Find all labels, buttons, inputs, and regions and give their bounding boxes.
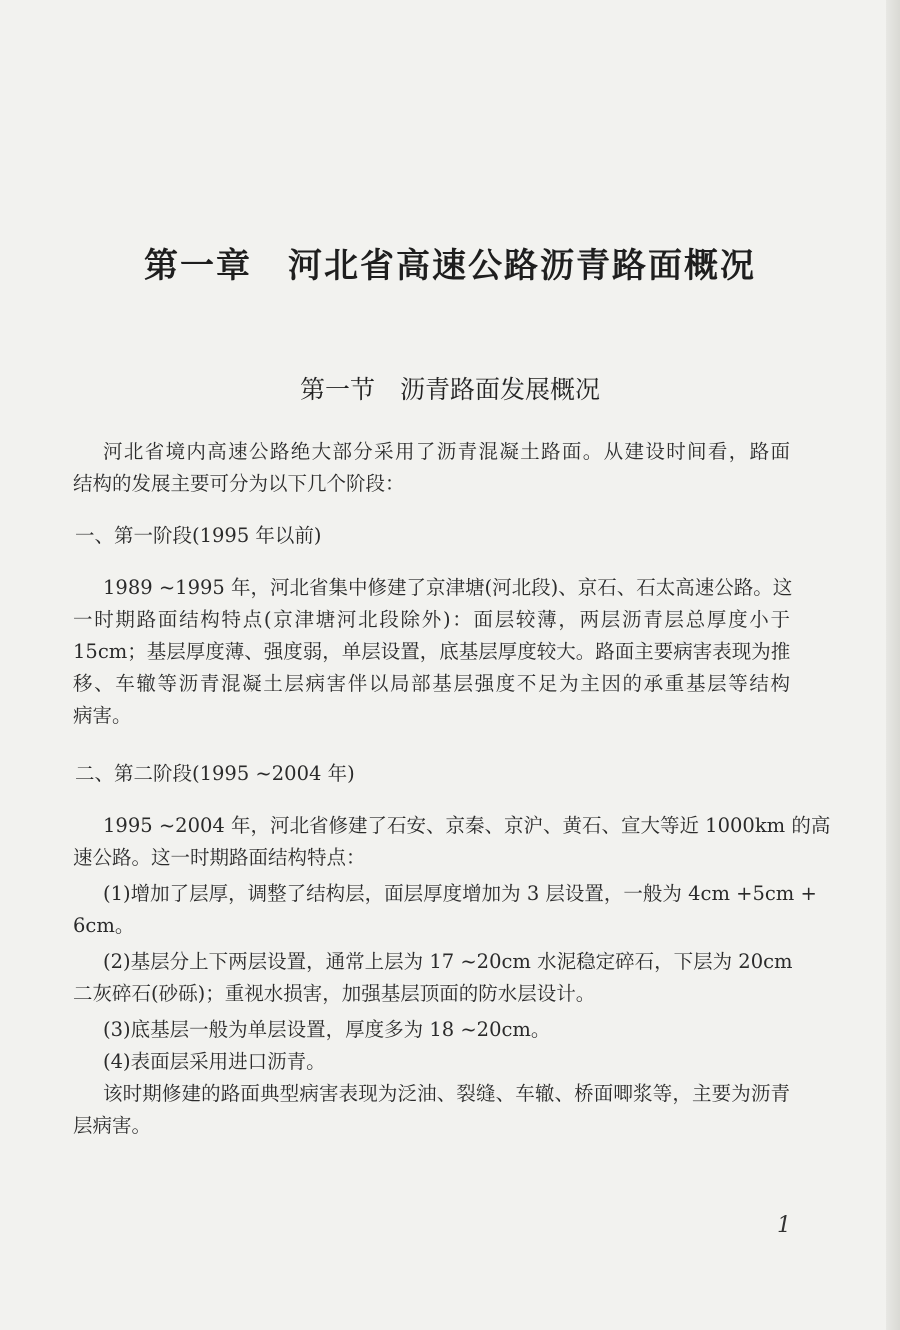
list-item-line: (3)底基层一般为单层设置，厚度多为 18 ~20cm。: [103, 1018, 551, 1041]
page-number: 1: [777, 1213, 791, 1238]
list-item-line: (2)基层分上下两层设置，通常上层为 17 ~20cm 水泥稳定碎石，下层为 20cm: [103, 950, 793, 973]
paragraph-line: 1995 ~2004 年，河北省修建了石安、京秦、京沪、黄石、宣大等近 1000km 的高: [103, 814, 831, 837]
list-item-line: 6cm。: [73, 914, 135, 937]
paragraph-line: 1989 ~1995 年，河北省集中修建了京津塘(河北段)、京石、石太高速公路。这: [103, 576, 793, 599]
paragraph-line: 一时期路面结构特点(京津塘河北段除外)：面层较薄，两层沥青层总厚度小于: [73, 608, 790, 631]
paragraph-line: 结构的发展主要可分为以下几个阶段：: [73, 472, 405, 495]
list-item-line: 二灰碎石(砂砾)；重视水损害，加强基层顶面的防水层设计。: [73, 982, 596, 1005]
paragraph-line: 病害。: [73, 704, 132, 727]
stage1-heading: 一、第一阶段(1995 年以前): [75, 524, 322, 547]
paragraph-line: 层病害。: [73, 1114, 152, 1137]
chapter-title: 第一章 河北省高速公路沥青路面概况: [144, 246, 756, 286]
paragraph-line: 移、车辙等沥青混凝土层病害伴以局部基层强度不足为主因的承重基层等结构: [73, 672, 790, 695]
body-text: [73, 436, 831, 1142]
list-item-line: (1)增加了层厚，调整了结构层，面层厚度增加为 3 层设置，一般为 4cm +5cm +: [103, 882, 817, 905]
paragraph-line: 15cm；基层厚度薄、强度弱，单层设置，底基层厚度较大。路面主要病害表现为推: [73, 640, 791, 663]
page-edge: [886, 0, 900, 1330]
section-title: 第一节 沥青路面发展概况: [299, 375, 600, 404]
paragraph-line: 该时期修建的路面典型病害表现为泛油、裂缝、车辙、桥面唧浆等，主要为沥青: [103, 1082, 790, 1105]
stage2-heading: 二、第二阶段(1995 ~2004 年): [75, 762, 355, 785]
paragraph-line: 速公路。这一时期路面结构特点：: [73, 846, 366, 869]
paragraph-line: 河北省境内高速公路绝大部分采用了沥青混凝土路面。从建设时间看，路面: [103, 440, 790, 463]
list-item-line: (4)表面层采用进口沥青。: [103, 1050, 326, 1073]
